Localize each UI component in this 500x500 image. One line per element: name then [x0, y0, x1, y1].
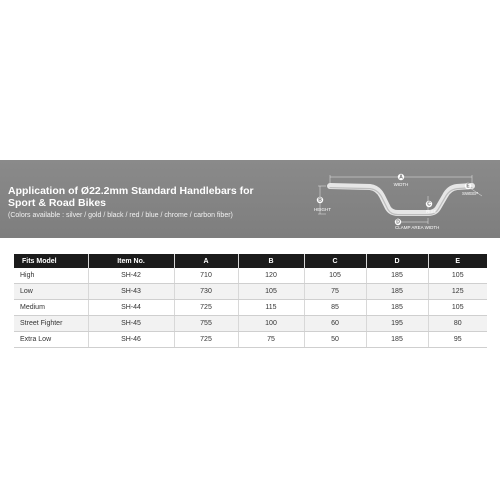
cell-fits-model: Extra Low: [14, 332, 88, 348]
height-label: HEIGHT: [314, 207, 332, 212]
handlebar-diagram: [312, 166, 492, 234]
cell-b: 120: [238, 268, 304, 284]
table-row: [14, 316, 487, 332]
cell-d: 185: [366, 268, 428, 284]
table-header-row: [14, 254, 487, 268]
cell-a: 725: [174, 332, 238, 348]
cell-e: 95: [428, 332, 487, 348]
header-c: C: [304, 254, 366, 268]
cell-a: 755: [174, 316, 238, 332]
cell-e: 105: [428, 300, 487, 316]
banner-title-line2: Sport & Road Bikes: [8, 197, 107, 209]
rise-label: RISE: [426, 209, 437, 214]
badge-a-label: A: [399, 174, 403, 181]
badge-c-label: C: [427, 201, 431, 208]
cell-e: 105: [428, 268, 487, 284]
clamp-area-label: CLAMP AREA WIDTH: [395, 225, 440, 230]
badge-d-label: D: [396, 219, 400, 226]
sweep-label: SWEEP: [462, 191, 479, 196]
cell-a: 730: [174, 284, 238, 300]
cell-d: 185: [366, 332, 428, 348]
table-row: [14, 332, 487, 348]
cell-fits-model: Street Fighter: [14, 316, 88, 332]
cell-c: 85: [304, 300, 366, 316]
cell-item-no: SH-43: [88, 284, 174, 300]
cell-b: 115: [238, 300, 304, 316]
header-a: A: [174, 254, 238, 268]
cell-b: 75: [238, 332, 304, 348]
cell-a: 725: [174, 300, 238, 316]
cell-e: 80: [428, 316, 487, 332]
cell-c: 60: [304, 316, 366, 332]
cell-item-no: SH-44: [88, 300, 174, 316]
header-item-no: Item No.: [88, 254, 174, 268]
header-e: E: [428, 254, 487, 268]
header-d: D: [366, 254, 428, 268]
cell-c: 50: [304, 332, 366, 348]
cell-b: 100: [238, 316, 304, 332]
cell-c: 75: [304, 284, 366, 300]
cell-d: 195: [366, 316, 428, 332]
header-fits-model: Fits Model: [14, 254, 88, 268]
cell-e: 125: [428, 284, 487, 300]
cell-fits-model: High: [14, 268, 88, 284]
banner-subtitle: (Colors available : silver / gold / black / red / blue / chrome / carbon fiber): [8, 212, 233, 219]
header-b: B: [238, 254, 304, 268]
cell-fits-model: Low: [14, 284, 88, 300]
width-label: WIDTH: [393, 182, 409, 187]
cell-item-no: SH-45: [88, 316, 174, 332]
badge-b-label: B: [318, 197, 322, 204]
table-row: [14, 268, 487, 284]
badge-e-label: E: [466, 183, 470, 190]
cell-b: 105: [238, 284, 304, 300]
banner-title: [8, 185, 308, 209]
cell-fits-model: Medium: [14, 300, 88, 316]
cell-item-no: SH-46: [88, 332, 174, 348]
cell-d: 185: [366, 284, 428, 300]
banner-title-line1: Application of Ø22.2mm Standard Handlebars for: [8, 185, 254, 197]
spec-table: [14, 254, 487, 348]
cell-item-no: SH-42: [88, 268, 174, 284]
cell-c: 105: [304, 268, 366, 284]
cell-a: 710: [174, 268, 238, 284]
table-row: [14, 300, 487, 316]
cell-d: 185: [366, 300, 428, 316]
table-row: [14, 284, 487, 300]
spec-banner: [0, 160, 500, 238]
